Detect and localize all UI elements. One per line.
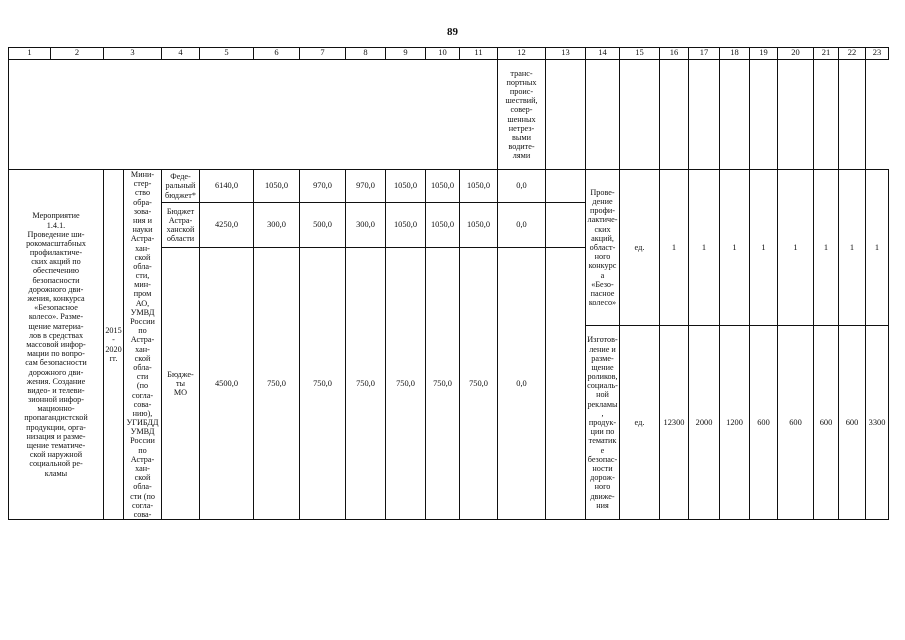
empty-cell: [546, 248, 586, 520]
indicator-unit: ед.: [620, 326, 660, 520]
indicator-value: 1200: [720, 326, 750, 520]
funding-value: 300,0: [346, 203, 386, 248]
funding-value: 1050,0: [254, 170, 300, 203]
funding-value: 750,0: [386, 248, 426, 520]
col-num: 8: [346, 48, 386, 60]
multiline: Мини- стер- ство обра- зова- ния и науки Астра- хан- ской обла- сти, мин- пром АО, УМВД России по Астра- хан- ской обла- сти (по согла- сова- нию), УГИБДД УМВД России по Астра- хан- ской обла- сти (по согла- сова-: [126, 170, 159, 519]
col-num: 20: [778, 48, 814, 60]
col-num: 11: [460, 48, 498, 60]
col-num: 1: [9, 48, 51, 60]
funding-value: 1050,0: [460, 170, 498, 203]
indicator-value: 1: [866, 170, 889, 326]
col-num: 5: [200, 48, 254, 60]
indicator-value: 1: [839, 170, 866, 326]
page-number: 89: [447, 26, 458, 38]
funding-source: [162, 203, 200, 248]
col-num: 7: [300, 48, 346, 60]
indicator-value: 1: [778, 170, 814, 326]
col-num: 23: [866, 48, 889, 60]
col-num: 9: [386, 48, 426, 60]
indicator-value: 1: [814, 170, 839, 326]
funding-value: 970,0: [346, 170, 386, 203]
funding-value: 1050,0: [386, 170, 426, 203]
funding-value: 500,0: [300, 203, 346, 248]
funding-value: 1050,0: [460, 203, 498, 248]
funding-row-federal: [9, 170, 889, 203]
continuation-row: [9, 60, 889, 170]
col-num: 13: [546, 48, 586, 60]
funding-value: 750,0: [300, 248, 346, 520]
col-num: 14: [586, 48, 620, 60]
funding-value: 1050,0: [426, 170, 460, 203]
col-num: 10: [426, 48, 460, 60]
multiline: 2015- 2020 гг.: [105, 326, 122, 363]
multiline: Мероприятие 1.4.1. Проведение ши- рокомасштабных профилактиче- ских акций по обеспечению безопасности дорожного дви- жения, конкурса «Безопасное колесо». Разме- щение материа- лов в средствах массовой инфор- мации по вопро- сам безопасности дорожного дви- жения. Создание видео- и телеви- зионной инфор- мационно- пропагандистской продукции, орга- низация и разме- щение тематиче- ской наружной социальной ре- кламы: [24, 211, 88, 478]
indicator-value: 12300: [660, 326, 689, 520]
indicator-value: 1: [660, 170, 689, 326]
multiline: Прове- дение профи- лактиче- ских акций, област- ного конкурса «Безо- пасное колесо»: [587, 187, 618, 308]
funding-value: 0,0: [498, 170, 546, 203]
indicator-value: 1: [689, 170, 720, 326]
funding-value: 0,0: [498, 203, 546, 248]
multiline: транс- портных проис- шествий, совер- шенных нетрез- выми водите- лями: [505, 68, 538, 161]
col-num: 6: [254, 48, 300, 60]
multiline: Феде- ральный бюджет*: [165, 172, 196, 200]
indicator-value: 600: [814, 326, 839, 520]
col-num: 22: [839, 48, 866, 60]
funding-value: 4500,0: [200, 248, 254, 520]
multiline: Изготов- ление и разме- щение роликов, социаль- ной рекламы, продук- ции по тематике безопас- ности дорож- ного движе- ния: [587, 335, 618, 510]
column-number-row: [9, 48, 889, 60]
program-table: [8, 47, 889, 520]
funding-value: 1050,0: [426, 203, 460, 248]
col-num: 4: [162, 48, 200, 60]
indicator-value: 1: [720, 170, 750, 326]
multiline: Бюджет Астра- ханской области: [166, 206, 195, 244]
col-num: 2: [51, 48, 104, 60]
indicator-unit: ед.: [620, 170, 660, 326]
indicator-continuation-cell: [498, 60, 546, 170]
funding-value: 4250,0: [200, 203, 254, 248]
indicator-value: 600: [778, 326, 814, 520]
col-num: 3: [104, 48, 162, 60]
indicator-value: 600: [839, 326, 866, 520]
funding-value: 1050,0: [386, 203, 426, 248]
funding-value: 750,0: [460, 248, 498, 520]
multiline: Бюдже- ты МО: [167, 369, 194, 398]
period-cell: [104, 170, 124, 520]
funding-value: 0,0: [498, 248, 546, 520]
funding-value: 970,0: [300, 170, 346, 203]
col-num: 19: [750, 48, 778, 60]
col-num: 16: [660, 48, 689, 60]
funding-value: 750,0: [346, 248, 386, 520]
indicator-name-cell: [586, 170, 620, 326]
funding-value: 6140,0: [200, 170, 254, 203]
empty-cell: [9, 60, 498, 170]
indicator-value: 600: [750, 326, 778, 520]
indicator-value: 1: [750, 170, 778, 326]
funding-value: 750,0: [426, 248, 460, 520]
indicator-name-cell: [586, 326, 620, 520]
col-num: 12: [498, 48, 546, 60]
funding-value: 300,0: [254, 203, 300, 248]
empty-cell: [546, 170, 586, 203]
funding-source: [162, 170, 200, 203]
funding-value: 750,0: [254, 248, 300, 520]
empty-cell: [546, 203, 586, 248]
executors-cell: [124, 170, 162, 520]
col-num: 21: [814, 48, 839, 60]
funding-source: [162, 248, 200, 520]
indicator-value: 3300: [866, 326, 889, 520]
event-name-cell: [9, 170, 104, 520]
col-num: 17: [689, 48, 720, 60]
col-num: 15: [620, 48, 660, 60]
col-num: 18: [720, 48, 750, 60]
indicator-value: 2000: [689, 326, 720, 520]
